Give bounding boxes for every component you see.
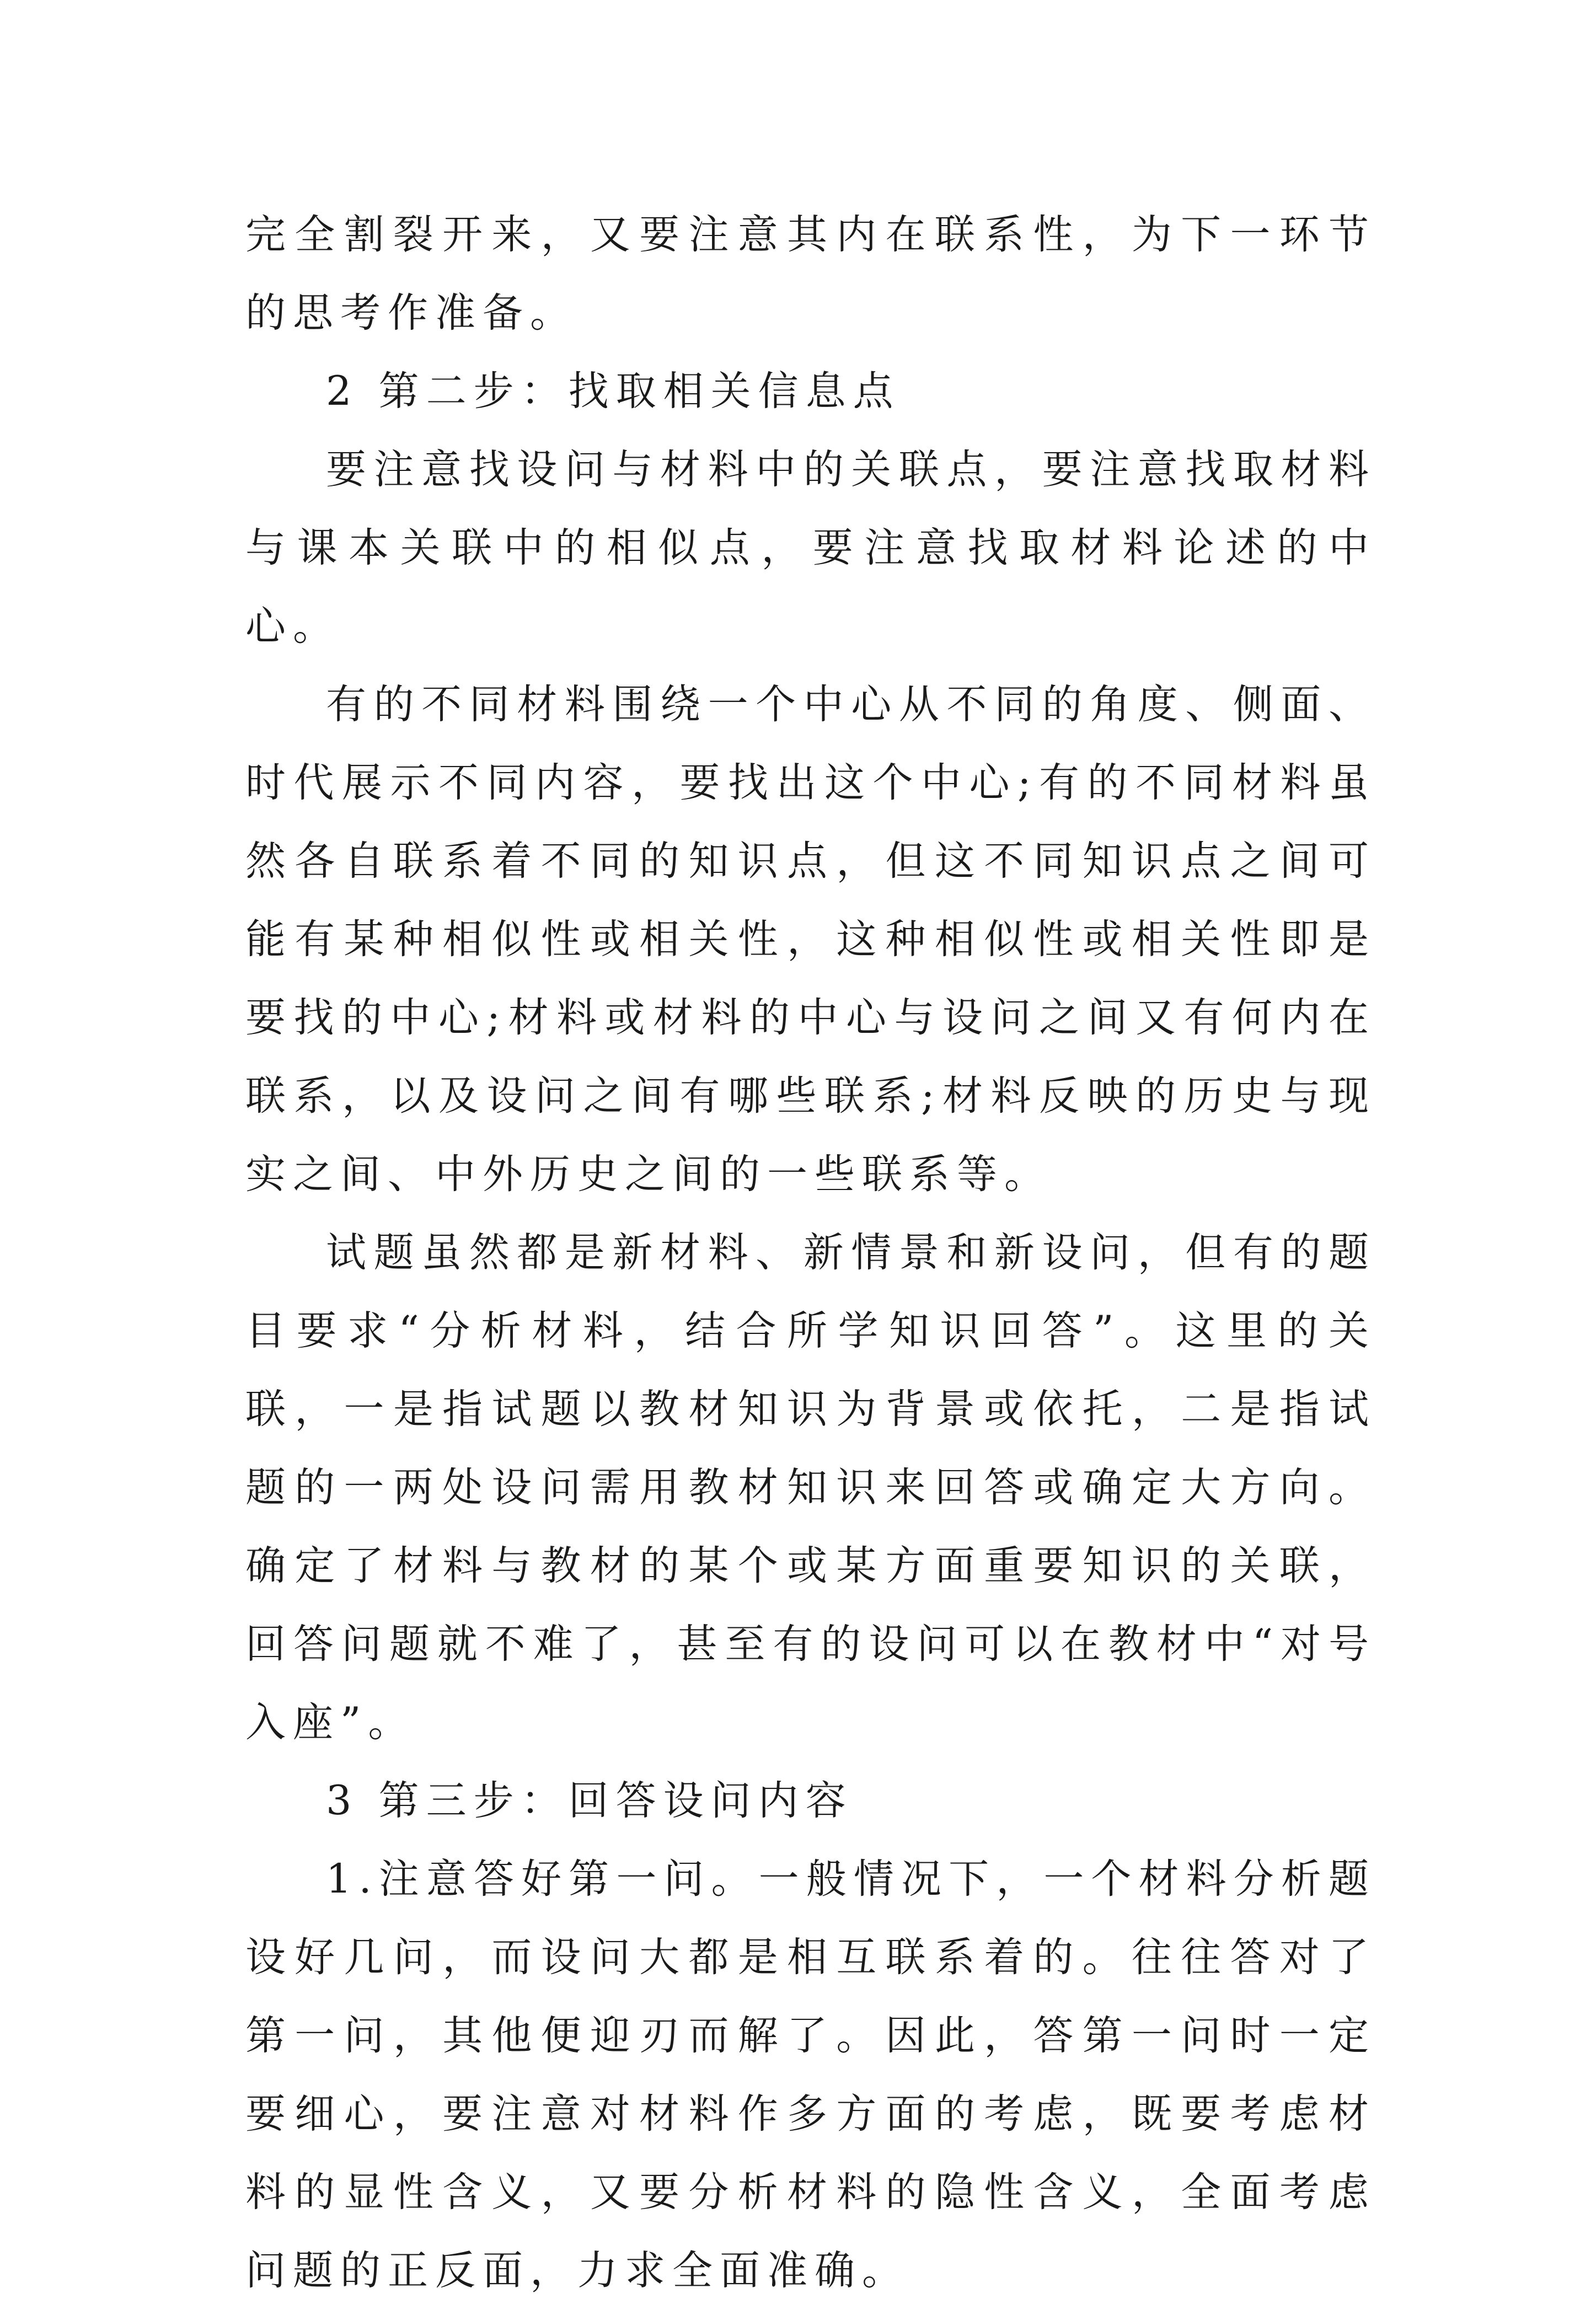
paragraph: 试题虽然都是新材料、新情景和新设问，但有的题目要求“分析材料，结合所学知识回答”。这里的关联，一是指试题以教材知识为背景或依托，二是指试题的一两处设问需用教材知识来回答或确定大方向。确定了材料与教材的某个或某方面重要知识的关联，回答问题就不难了，甚至有的设问可以在教材中“对号入座”。 (245, 1229, 1376, 1746)
section-heading-step-2: 2 第二步：找取相关信息点 (326, 368, 901, 415)
paragraph-continuation: 完全割裂开来，又要注意其内在联系性，为下一环节的思考作准备。 (245, 211, 1376, 336)
document-body (245, 196, 1376, 2310)
paragraph: 有的不同材料围绕一个中心从不同的角度、侧面、时代展示不同内容，要找出这个中心;有的不同材料虽然各自联系着不同的知识点，但这不同知识点之间可能有某种相似性或相关性，这种相似性或相关性即是要找的中心;材料或材料的中心与设问之间又有何内在联系，以及设问之间有哪些联系;材料反映的历史与现实之间、中外历史之间的一些联系等。 (245, 681, 1376, 1198)
section-heading-step-3: 3 第三步：回答设问内容 (326, 1777, 853, 1824)
paragraph: 要注意找设问与材料中的关联点，要注意找取材料与课本关联中的相似点，要注意找取材料论述的中心。 (245, 446, 1376, 650)
paragraph: 1.注意答好第一问。一般情况下，一个材料分析题设好几问，而设问大都是相互联系着的。往往答对了第一问，其他便迎刃而解了。因此，答第一问时一定要细心，要注意对材料作多方面的考虑，既要考虑材料的显性含义，又要分析材料的隐性含义，全面考虑问题的正反面，力求全面准确。 (245, 1856, 1376, 2294)
